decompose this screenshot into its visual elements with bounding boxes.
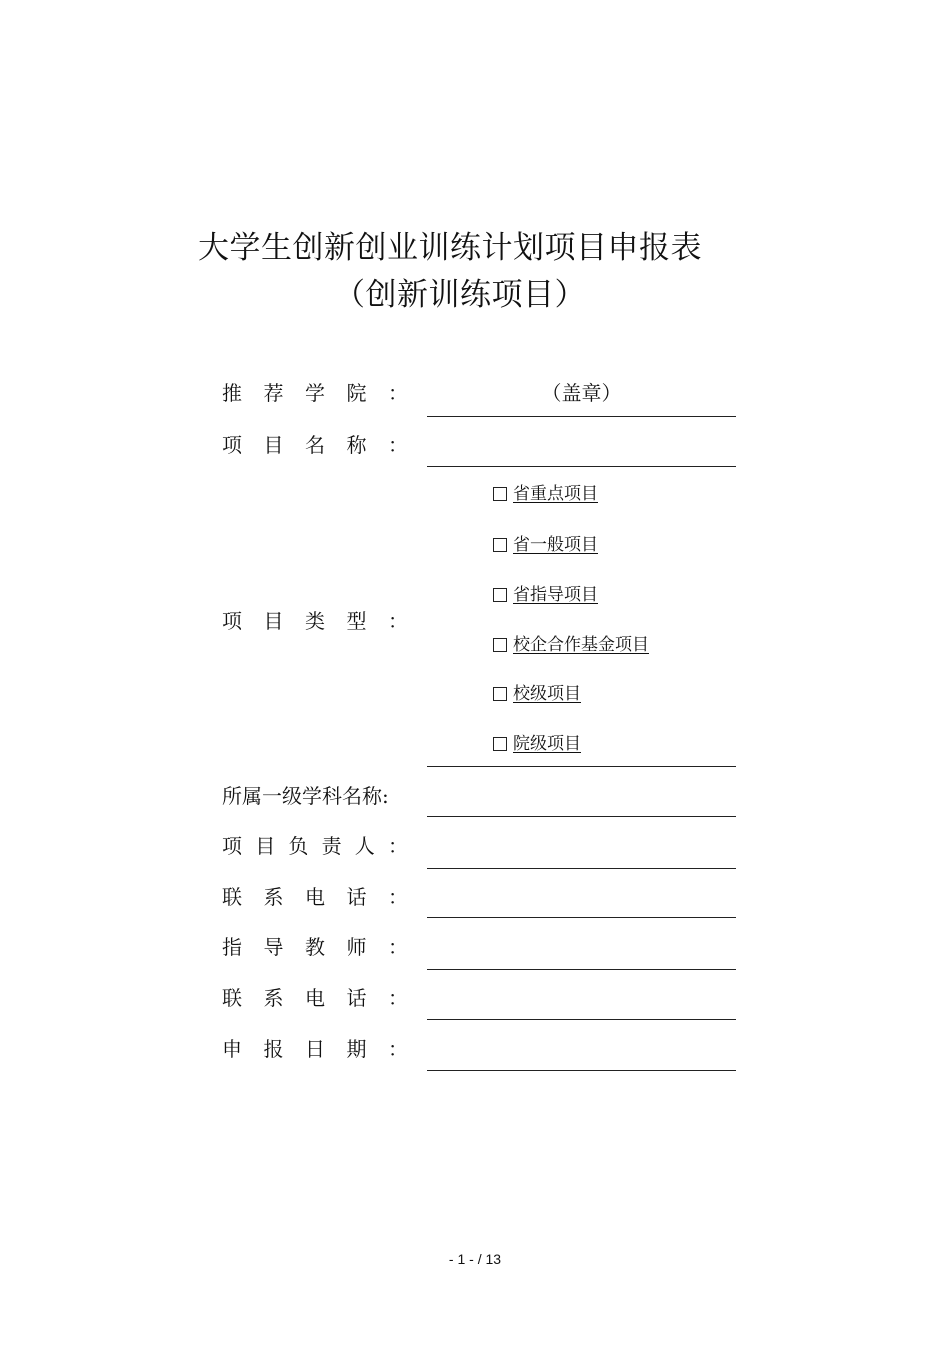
leader-field-line[interactable] [427,868,736,869]
checkbox-icon[interactable] [493,638,507,652]
advisor-field-line[interactable] [427,969,736,970]
leader-phone-label: 联 系 电 话 ： [222,885,408,909]
project-type-line [427,766,736,767]
checkbox-icon[interactable] [493,538,507,552]
project-type-option[interactable]: 省指导项目 [493,584,616,606]
checkbox-icon[interactable] [493,588,507,602]
project-type-option[interactable]: 院级项目 [493,733,599,755]
leader-label: 项 目 负 责 人 ： [222,834,408,858]
advisor-phone-label: 联 系 电 话 ： [222,986,408,1010]
college-label: 推 荐 学 院 ： [222,381,408,405]
date-field-line[interactable] [427,1070,736,1071]
project-name-field-line[interactable] [427,466,736,467]
checkbox-icon[interactable] [493,687,507,701]
checkbox-icon[interactable] [493,737,507,751]
project-name-label: 项 目 名 称 ： [222,433,408,457]
advisor-phone-field-line[interactable] [427,1019,736,1020]
discipline-label: 所属一级学科名称: [222,784,389,808]
project-type-label: 项 目 类 型 ： [222,609,408,633]
form-subtitle: （创新训练项目） [334,277,586,313]
page-number: - 1 - / 13 [448,1251,502,1267]
project-type-option[interactable]: 校级项目 [493,683,599,705]
project-type-option[interactable]: 省一般项目 [493,534,616,556]
leader-phone-field-line[interactable] [427,917,736,918]
discipline-field-line[interactable] [427,816,736,817]
date-label: 申 报 日 期 ： [222,1037,408,1061]
form-title: 大学生创新创业训练计划项目申报表 [198,230,702,266]
checkbox-icon[interactable] [493,487,507,501]
project-type-option[interactable]: 校企合作基金项目 [493,634,667,656]
advisor-label: 指 导 教 师 ： [222,935,408,959]
project-type-option[interactable]: 省重点项目 [493,483,616,505]
college-field-line[interactable] [427,416,736,417]
seal-text: （盖章） [541,381,622,405]
